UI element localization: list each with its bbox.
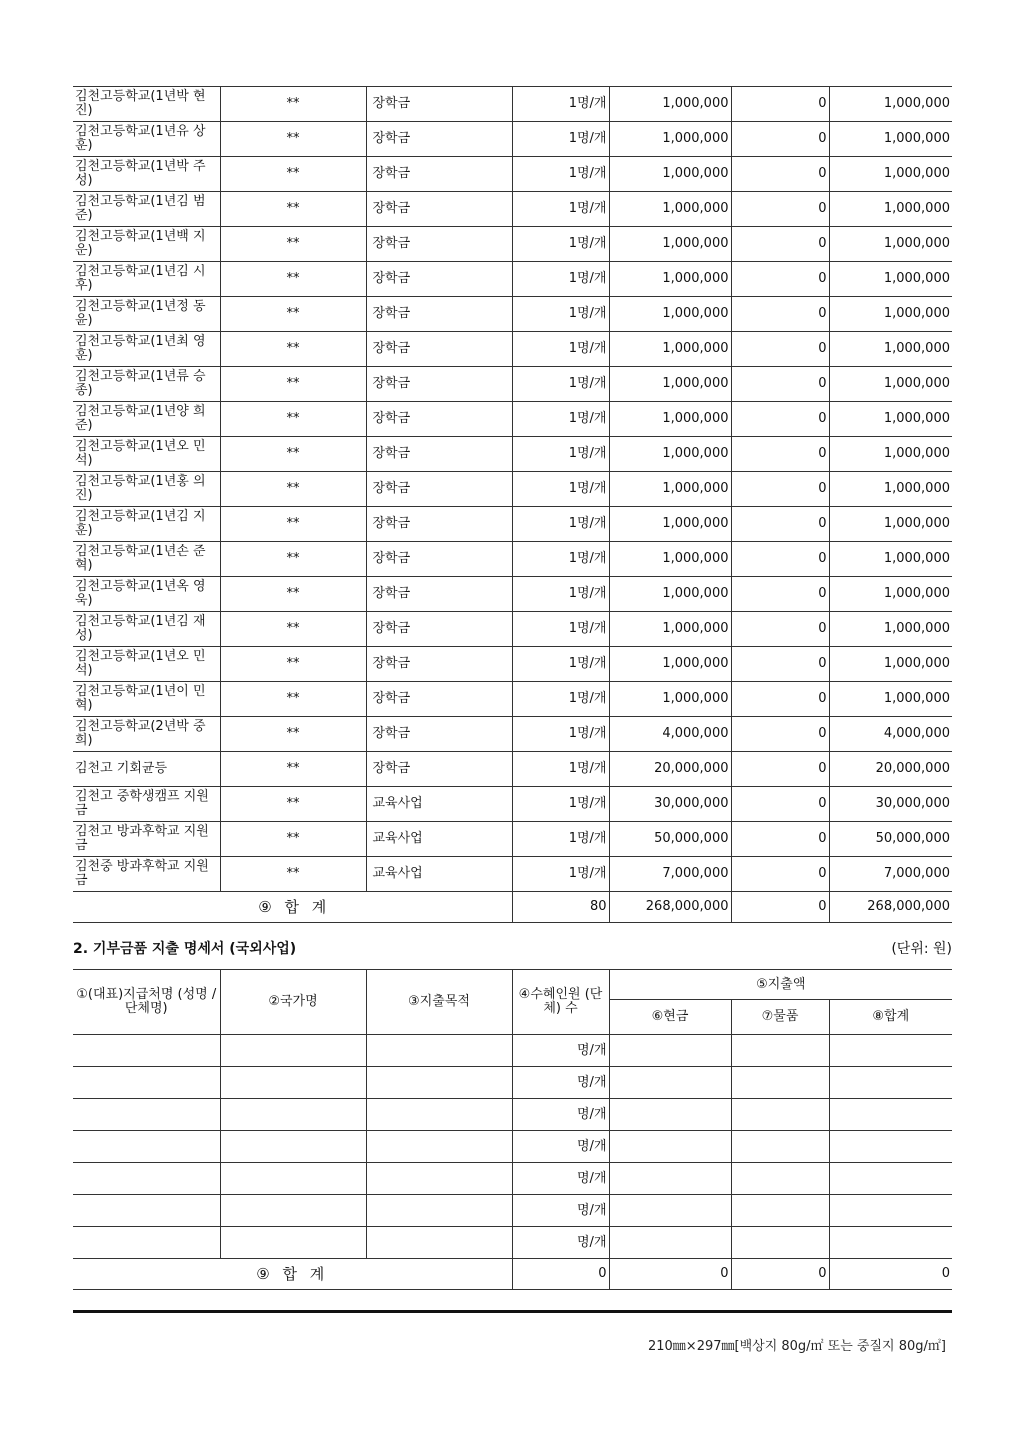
- goods-cell: 0: [731, 157, 829, 192]
- purpose-cell: 장학금: [366, 402, 512, 437]
- empty-cell: [220, 1227, 366, 1259]
- count-cell: 1명/개: [512, 437, 609, 472]
- empty-cell: [366, 1195, 512, 1227]
- count-cell: 1명/개: [512, 542, 609, 577]
- cash-cell: 4,000,000: [609, 717, 731, 752]
- recipient-cell: 김천고등학교(1년손 준혁): [73, 542, 220, 577]
- country-cell: **: [220, 192, 366, 227]
- cash-cell: 1,000,000: [609, 192, 731, 227]
- table-row: [73, 262, 952, 297]
- table-row: [73, 1163, 952, 1195]
- purpose-cell: 장학금: [366, 472, 512, 507]
- empty-cell: [829, 1035, 952, 1067]
- goods-cell: 0: [731, 122, 829, 157]
- count-cell: 1명/개: [512, 647, 609, 682]
- count-cell: 1명/개: [512, 157, 609, 192]
- purpose-cell: 장학금: [366, 682, 512, 717]
- count-cell: 1명/개: [512, 367, 609, 402]
- purpose-cell: 장학금: [366, 262, 512, 297]
- recipient-cell: 김천고등학교(1년오 민석): [73, 647, 220, 682]
- empty-cell: [731, 1067, 829, 1099]
- empty-cell: [829, 1131, 952, 1163]
- recipient-cell: 김천고등학교(1년최 영훈): [73, 332, 220, 367]
- recipient-cell: 김천고등학교(1년류 승종): [73, 367, 220, 402]
- goods-cell: 0: [731, 227, 829, 262]
- total-label: ⑨ 합 계: [73, 892, 512, 923]
- purpose-cell: 장학금: [366, 192, 512, 227]
- country-cell: **: [220, 332, 366, 367]
- empty-cell: [731, 1131, 829, 1163]
- count-cell: 1명/개: [512, 857, 609, 892]
- purpose-cell: 장학금: [366, 647, 512, 682]
- cash-cell: 1,000,000: [609, 437, 731, 472]
- table-row: [73, 192, 952, 227]
- beneficiary-unit-cell: 명/개: [512, 1163, 609, 1195]
- country-cell: **: [220, 227, 366, 262]
- cash-cell: 1,000,000: [609, 647, 731, 682]
- section-heading: [73, 937, 952, 959]
- country-cell: **: [220, 822, 366, 857]
- goods-cell: 0: [731, 402, 829, 437]
- total-cell: 1,000,000: [829, 297, 952, 332]
- table-row: [73, 1195, 952, 1227]
- table-row: [73, 332, 952, 367]
- header-recipient: ①(대표)지급처명 (성명 / 단체명): [73, 970, 220, 1035]
- footer-divider: [73, 1310, 952, 1313]
- cash-cell: 7,000,000: [609, 857, 731, 892]
- document-page: [73, 86, 952, 1290]
- purpose-cell: 장학금: [366, 752, 512, 787]
- goods-cell: 0: [731, 612, 829, 647]
- total-cell: 1,000,000: [829, 542, 952, 577]
- table-row: [73, 227, 952, 262]
- total-cell: 1,000,000: [829, 227, 952, 262]
- total-sum: 268,000,000: [829, 892, 952, 923]
- total-cell: 20,000,000: [829, 752, 952, 787]
- count-cell: 1명/개: [512, 192, 609, 227]
- empty-cell: [73, 1035, 220, 1067]
- total-cell: 1,000,000: [829, 647, 952, 682]
- total-row: [73, 892, 952, 923]
- country-cell: **: [220, 87, 366, 122]
- table-row: [73, 612, 952, 647]
- goods-cell: 0: [731, 752, 829, 787]
- goods-cell: 0: [731, 507, 829, 542]
- table-row: [73, 857, 952, 892]
- goods-cell: 0: [731, 542, 829, 577]
- beneficiary-unit-cell: 명/개: [512, 1099, 609, 1131]
- recipient-cell: 김천고등학교(1년정 동윤): [73, 297, 220, 332]
- count-cell: 1명/개: [512, 822, 609, 857]
- table-row: [73, 1227, 952, 1259]
- total-cash: 0: [609, 1259, 731, 1290]
- header-amount: ⑤지출액: [609, 970, 952, 1000]
- table-row: [73, 787, 952, 822]
- purpose-cell: 장학금: [366, 227, 512, 262]
- total-row: [73, 1259, 952, 1290]
- recipient-cell: 김천고등학교(2년박 중희): [73, 717, 220, 752]
- country-cell: **: [220, 367, 366, 402]
- goods-cell: 0: [731, 192, 829, 227]
- total-cell: 7,000,000: [829, 857, 952, 892]
- total-cell: 1,000,000: [829, 332, 952, 367]
- total-goods: 0: [731, 1259, 829, 1290]
- country-cell: **: [220, 122, 366, 157]
- total-cell: 1,000,000: [829, 612, 952, 647]
- country-cell: **: [220, 262, 366, 297]
- country-cell: **: [220, 542, 366, 577]
- recipient-cell: 김천고등학교(1년홍 의진): [73, 472, 220, 507]
- total-cell: 1,000,000: [829, 682, 952, 717]
- country-cell: **: [220, 717, 366, 752]
- table-row: [73, 402, 952, 437]
- empty-cell: [366, 1067, 512, 1099]
- empty-cell: [609, 1163, 731, 1195]
- table-row: [73, 297, 952, 332]
- total-cell: 1,000,000: [829, 87, 952, 122]
- country-cell: **: [220, 472, 366, 507]
- goods-cell: 0: [731, 87, 829, 122]
- count-cell: 1명/개: [512, 612, 609, 647]
- purpose-cell: 장학금: [366, 612, 512, 647]
- table-row: [73, 577, 952, 612]
- recipient-cell: 김천고등학교(1년박 주성): [73, 157, 220, 192]
- total-cash: 268,000,000: [609, 892, 731, 923]
- country-cell: **: [220, 577, 366, 612]
- total-cell: 1,000,000: [829, 577, 952, 612]
- total-count: 80: [512, 892, 609, 923]
- goods-cell: 0: [731, 577, 829, 612]
- empty-cell: [220, 1195, 366, 1227]
- purpose-cell: 장학금: [366, 297, 512, 332]
- table-row: [73, 157, 952, 192]
- count-cell: 1명/개: [512, 402, 609, 437]
- total-cell: 4,000,000: [829, 717, 952, 752]
- recipient-cell: 김천고등학교(1년유 상훈): [73, 122, 220, 157]
- total-cell: 1,000,000: [829, 192, 952, 227]
- purpose-cell: 교육사업: [366, 787, 512, 822]
- purpose-cell: 장학금: [366, 507, 512, 542]
- count-cell: 1명/개: [512, 507, 609, 542]
- count-cell: 1명/개: [512, 297, 609, 332]
- empty-cell: [829, 1163, 952, 1195]
- header-country: ②국가명: [220, 970, 366, 1035]
- overseas-expense-table: [73, 969, 952, 1290]
- table-row: [73, 472, 952, 507]
- purpose-cell: 장학금: [366, 87, 512, 122]
- empty-cell: [731, 1195, 829, 1227]
- total-sum: 0: [829, 1259, 952, 1290]
- goods-cell: 0: [731, 857, 829, 892]
- cash-cell: 1,000,000: [609, 507, 731, 542]
- empty-cell: [609, 1131, 731, 1163]
- cash-cell: 30,000,000: [609, 787, 731, 822]
- count-cell: 1명/개: [512, 227, 609, 262]
- total-label: ⑨ 합 계: [73, 1259, 512, 1290]
- total-cell: 1,000,000: [829, 437, 952, 472]
- count-cell: 1명/개: [512, 472, 609, 507]
- purpose-cell: 장학금: [366, 437, 512, 472]
- empty-cell: [609, 1195, 731, 1227]
- count-cell: 1명/개: [512, 752, 609, 787]
- table-row: [73, 437, 952, 472]
- country-cell: **: [220, 507, 366, 542]
- empty-cell: [73, 1163, 220, 1195]
- empty-cell: [366, 1099, 512, 1131]
- country-cell: **: [220, 157, 366, 192]
- empty-cell: [220, 1035, 366, 1067]
- cash-cell: 1,000,000: [609, 157, 731, 192]
- table-row: [73, 87, 952, 122]
- empty-cell: [366, 1035, 512, 1067]
- count-cell: 1명/개: [512, 87, 609, 122]
- table-row: [73, 647, 952, 682]
- goods-cell: 0: [731, 262, 829, 297]
- goods-cell: 0: [731, 822, 829, 857]
- beneficiary-unit-cell: 명/개: [512, 1195, 609, 1227]
- recipient-cell: 김천고 방과후학교 지원금: [73, 822, 220, 857]
- purpose-cell: 장학금: [366, 577, 512, 612]
- goods-cell: 0: [731, 472, 829, 507]
- country-cell: **: [220, 647, 366, 682]
- table-row: [73, 507, 952, 542]
- cash-cell: 1,000,000: [609, 227, 731, 262]
- cash-cell: 1,000,000: [609, 122, 731, 157]
- purpose-cell: 교육사업: [366, 822, 512, 857]
- header-purpose: ③지출목적: [366, 970, 512, 1035]
- total-cell: 1,000,000: [829, 262, 952, 297]
- total-cell: 1,000,000: [829, 157, 952, 192]
- empty-cell: [73, 1099, 220, 1131]
- recipient-cell: 김천고등학교(1년김 범준): [73, 192, 220, 227]
- empty-cell: [731, 1035, 829, 1067]
- empty-cell: [220, 1163, 366, 1195]
- goods-cell: 0: [731, 647, 829, 682]
- total-count: 0: [512, 1259, 609, 1290]
- total-cell: 30,000,000: [829, 787, 952, 822]
- table-row: [73, 122, 952, 157]
- recipient-cell: 김천고등학교(1년이 민혁): [73, 682, 220, 717]
- recipient-cell: 김천고 기회균등: [73, 752, 220, 787]
- table-row: [73, 1099, 952, 1131]
- count-cell: 1명/개: [512, 332, 609, 367]
- purpose-cell: 장학금: [366, 157, 512, 192]
- purpose-cell: 장학금: [366, 367, 512, 402]
- table-row: [73, 1067, 952, 1099]
- total-cell: 50,000,000: [829, 822, 952, 857]
- cash-cell: 1,000,000: [609, 332, 731, 367]
- empty-cell: [220, 1131, 366, 1163]
- table-row: [73, 717, 952, 752]
- domestic-expense-table: [73, 86, 952, 923]
- total-cell: 1,000,000: [829, 367, 952, 402]
- count-cell: 1명/개: [512, 577, 609, 612]
- empty-cell: [73, 1067, 220, 1099]
- goods-cell: 0: [731, 332, 829, 367]
- beneficiary-unit-cell: 명/개: [512, 1067, 609, 1099]
- count-cell: 1명/개: [512, 787, 609, 822]
- header-beneficiaries: ④수혜인원 (단체) 수: [512, 970, 609, 1035]
- country-cell: **: [220, 752, 366, 787]
- cash-cell: 1,000,000: [609, 577, 731, 612]
- cash-cell: 1,000,000: [609, 87, 731, 122]
- empty-cell: [829, 1227, 952, 1259]
- empty-cell: [731, 1227, 829, 1259]
- table-row: [73, 1035, 952, 1067]
- empty-cell: [609, 1035, 731, 1067]
- total-cell: 1,000,000: [829, 122, 952, 157]
- total-goods: 0: [731, 892, 829, 923]
- empty-cell: [73, 1227, 220, 1259]
- goods-cell: 0: [731, 367, 829, 402]
- total-cell: 1,000,000: [829, 472, 952, 507]
- recipient-cell: 김천고등학교(1년오 민석): [73, 437, 220, 472]
- recipient-cell: 김천고등학교(1년양 희준): [73, 402, 220, 437]
- beneficiary-unit-cell: 명/개: [512, 1035, 609, 1067]
- beneficiary-unit-cell: 명/개: [512, 1131, 609, 1163]
- empty-cell: [829, 1099, 952, 1131]
- empty-cell: [366, 1227, 512, 1259]
- table-row: [73, 1131, 952, 1163]
- table-row: [73, 822, 952, 857]
- cash-cell: 50,000,000: [609, 822, 731, 857]
- cash-cell: 20,000,000: [609, 752, 731, 787]
- empty-cell: [609, 1099, 731, 1131]
- total-cell: 1,000,000: [829, 402, 952, 437]
- header-cash: ⑥현금: [609, 1000, 731, 1035]
- header-total: ⑧합계: [829, 1000, 952, 1035]
- country-cell: **: [220, 402, 366, 437]
- table-row: [73, 752, 952, 787]
- table-row: [73, 682, 952, 717]
- goods-cell: 0: [731, 787, 829, 822]
- count-cell: 1명/개: [512, 262, 609, 297]
- recipient-cell: 김천고등학교(1년김 시후): [73, 262, 220, 297]
- empty-cell: [366, 1163, 512, 1195]
- cash-cell: 1,000,000: [609, 367, 731, 402]
- unit-label: (단위: 원): [891, 941, 952, 957]
- empty-cell: [731, 1163, 829, 1195]
- country-cell: **: [220, 682, 366, 717]
- section-title: 2. 기부금품 지출 명세서 (국외사업): [73, 941, 297, 957]
- country-cell: **: [220, 612, 366, 647]
- count-cell: 1명/개: [512, 717, 609, 752]
- table-row: [73, 542, 952, 577]
- country-cell: **: [220, 787, 366, 822]
- purpose-cell: 장학금: [366, 542, 512, 577]
- cash-cell: 1,000,000: [609, 612, 731, 647]
- empty-cell: [609, 1067, 731, 1099]
- beneficiary-unit-cell: 명/개: [512, 1227, 609, 1259]
- goods-cell: 0: [731, 437, 829, 472]
- purpose-cell: 교육사업: [366, 857, 512, 892]
- empty-cell: [829, 1067, 952, 1099]
- country-cell: **: [220, 857, 366, 892]
- recipient-cell: 김천고등학교(1년김 재성): [73, 612, 220, 647]
- purpose-cell: 장학금: [366, 332, 512, 367]
- cash-cell: 1,000,000: [609, 262, 731, 297]
- purpose-cell: 장학금: [366, 122, 512, 157]
- paper-spec-note: 210㎜×297㎜[백상지 80g/㎡ 또는 중질지 80g/㎡]: [647, 1339, 946, 1354]
- cash-cell: 1,000,000: [609, 472, 731, 507]
- empty-cell: [609, 1227, 731, 1259]
- recipient-cell: 김천고등학교(1년백 지운): [73, 227, 220, 262]
- cash-cell: 1,000,000: [609, 297, 731, 332]
- recipient-cell: 김천고등학교(1년옥 영욱): [73, 577, 220, 612]
- empty-cell: [829, 1195, 952, 1227]
- cash-cell: 1,000,000: [609, 682, 731, 717]
- purpose-cell: 장학금: [366, 717, 512, 752]
- table-row: [73, 367, 952, 402]
- cash-cell: 1,000,000: [609, 542, 731, 577]
- recipient-cell: 김천고등학교(1년박 현진): [73, 87, 220, 122]
- empty-cell: [366, 1131, 512, 1163]
- empty-cell: [220, 1067, 366, 1099]
- recipient-cell: 김천고 중학생캠프 지원금: [73, 787, 220, 822]
- country-cell: **: [220, 437, 366, 472]
- empty-cell: [220, 1099, 366, 1131]
- empty-cell: [73, 1131, 220, 1163]
- total-cell: 1,000,000: [829, 507, 952, 542]
- header-goods: ⑦물품: [731, 1000, 829, 1035]
- empty-cell: [731, 1099, 829, 1131]
- goods-cell: 0: [731, 297, 829, 332]
- goods-cell: 0: [731, 682, 829, 717]
- count-cell: 1명/개: [512, 682, 609, 717]
- country-cell: **: [220, 297, 366, 332]
- empty-cell: [73, 1195, 220, 1227]
- cash-cell: 1,000,000: [609, 402, 731, 437]
- count-cell: 1명/개: [512, 122, 609, 157]
- recipient-cell: 김천고등학교(1년김 지훈): [73, 507, 220, 542]
- goods-cell: 0: [731, 717, 829, 752]
- recipient-cell: 김천중 방과후학교 지원금: [73, 857, 220, 892]
